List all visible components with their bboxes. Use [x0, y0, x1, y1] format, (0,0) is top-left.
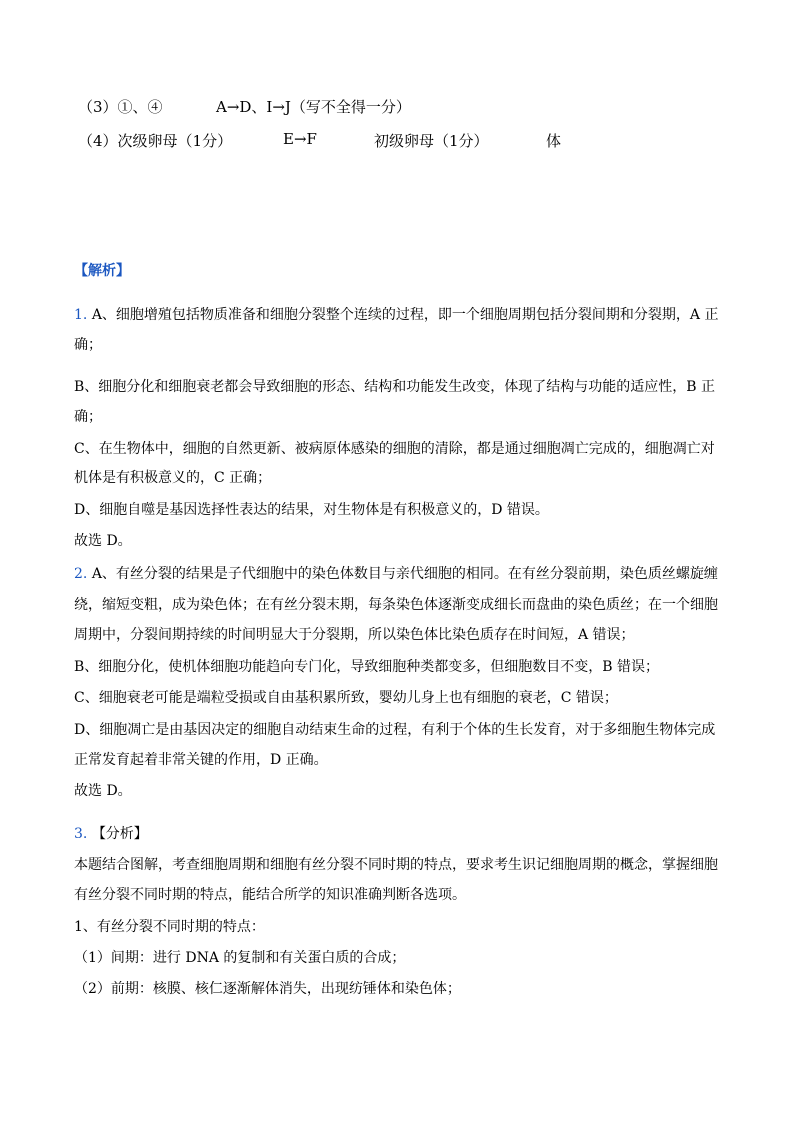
q1-line-d: D、细胞自噬是基因选择性表达的结果，对生物体是有积极意义的，D 错误。 [74, 502, 549, 518]
q2-line-a2: 绕，缩短变粗，成为染色体；在有丝分裂末期，每条染色体逐渐变成细长而盘曲的染色质丝；在一个细胞 [74, 597, 718, 613]
q2-line-a3: 周期中，分裂间期持续的时间明显大于分裂期，所以染色体比染色质存在时间短，A 错误； [74, 627, 635, 643]
q1-choice: 故选 D。 [74, 533, 132, 549]
q3-line-1: 本题结合图解，考查细胞周期和细胞有丝分裂不同时期的特点，要求考生识记细胞周期的概念，掌握细胞 [74, 857, 718, 873]
q2-number: 2. [74, 566, 88, 582]
q3-line-5: （2）前期：核膜、核仁逐渐解体消失，出现纺锤体和染色体； [74, 981, 461, 997]
q1-line-a1 [74, 304, 718, 324]
answer-4-part2: E→F [283, 130, 317, 148]
q1-line-c2: 机体是有积极意义的，C 正确； [74, 470, 272, 486]
q2-choice: 故选 D。 [74, 783, 132, 799]
q3-analysis-tag: 【分析】 [91, 826, 148, 842]
q3-line-2: 有丝分裂不同时期的特点，能结合所学的知识准确判断各选项。 [74, 887, 466, 903]
analysis-header: 【解析】 [74, 263, 130, 279]
q2-line-a1 [74, 563, 718, 583]
q1-number: 1. [74, 307, 88, 323]
answer-row-4 [0, 130, 794, 150]
q2-line-c: C、细胞衰老可能是端粒受损或自由基积累所致，婴幼儿身上也有细胞的衰老，C 错误； [74, 690, 618, 706]
q2-line-b: B、细胞分化，使机体细胞功能趋向专门化，导致细胞种类都变多，但细胞数目不变，B 错误； [74, 659, 660, 675]
q1-line-a2: 确； [74, 337, 102, 353]
q1-text-a1: A、细胞增殖包括物质准备和细胞分裂整个连续的过程，即一个细胞周期包括分裂间期和分裂期，A 正 [91, 307, 719, 323]
answer-3-part2: A→D、I→J（写不全得一分） [216, 98, 411, 116]
q3-number: 3. [74, 826, 88, 842]
q3-line-4: （1）间期：进行 DNA 的复制和有关蛋白质的合成； [74, 950, 406, 966]
q1-line-b2: 确； [74, 409, 102, 425]
q2-line-d1: D、细胞凋亡是由基因决定的细胞自动结束生命的过程，有利于个体的生长发育，对于多细胞生物体完成 [74, 722, 716, 738]
q2-text-a1: A、有丝分裂的结果是子代细胞中的染色体数目与亲代细胞的相同。在有丝分裂前期，染色质丝螺旋缠 [91, 566, 718, 582]
q3-header [74, 823, 148, 843]
answer-4-part3: 初级卵母（1分） [374, 132, 489, 150]
q3-line-3: 1、有丝分裂不同时期的特点： [74, 919, 265, 935]
q2-line-d2: 正常发育起着非常关键的作用，D 正确。 [74, 752, 328, 768]
answer-4-label: （4）次级卵母（1分） [78, 132, 233, 150]
q1-line-c1: C、在生物体中，细胞的自然更新、被病原体感染的细胞的清除，都是通过细胞凋亡完成的，细胞凋亡对 [74, 441, 715, 457]
answer-row-3 [0, 96, 794, 116]
q1-line-b1: B、细胞分化和细胞衰老都会导致细胞的形态、结构和功能发生改变，体现了结构与功能的适应性，B 正 [74, 379, 716, 395]
answer-4-part4: 体 [546, 132, 562, 150]
answer-3-label: （3）①、④ [78, 98, 163, 116]
